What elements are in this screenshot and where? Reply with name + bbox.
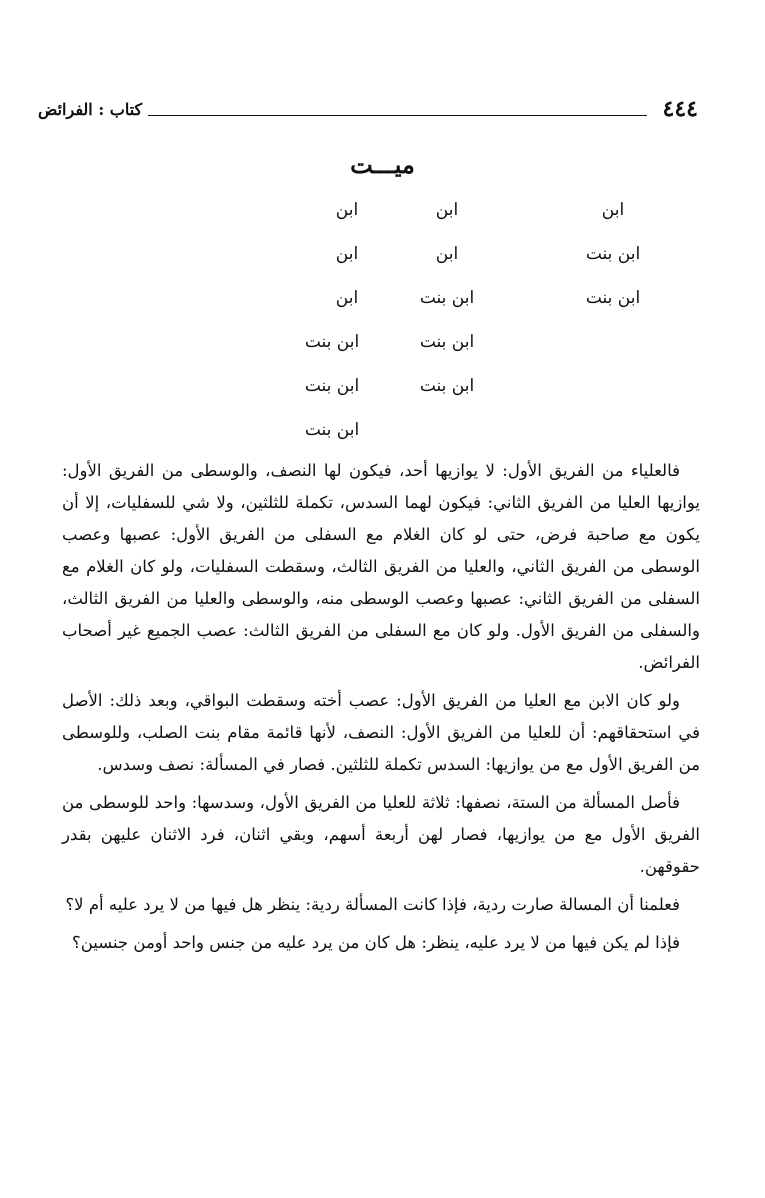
paragraph: فإذا لم يكن فيها من لا يرد عليه، ينظر: هل كان من يرد عليه من جنس واحد أومن جنسين؟ — [71, 933, 680, 952]
running-title: كتاب : الفرائض — [38, 100, 143, 119]
diagram-cell: ابن بنت — [585, 244, 641, 264]
diagram-cell: ابن بنت — [304, 420, 360, 440]
diagram-cell: ابن — [435, 244, 459, 264]
diagram-cell: ابن — [335, 288, 359, 308]
diagram-title: ميـــت — [350, 150, 415, 179]
body-text — [62, 455, 700, 965]
paragraph: فعلمنا أن المسالة صارت ردية، فإذا كانت المسألة ردية: ينظر هل فيها من لا يرد عليه أم لا؟ — [65, 895, 680, 914]
lineage-diagram — [0, 198, 765, 448]
page-number: ٤٤٤ — [662, 96, 698, 122]
paragraph: فالعلياء من الفريق الأول: لا يوازيها أحد، فيكون لها النصف، والوسطى من الفريق الأول: يوازيها العليا من الفريق الثاني: فيكون لهما السدس، تكملة للثلثين، ولا شي للسفليات، إلا أن يكون مع صاحبة فرض، حتى لو كان الغلام مع السفلى من الفريق الأول: عصبها وعصب الوسطى من الفريق الثاني، والعليا من الفريق الثالث، وسقطت السفليات، ولو كان الغلام مع السفلى من الفريق الثاني: عصبها وعصب الوسطى منه، والوسطى والعليا من الفريق الثالث، والسفلى من الفريق الأول. ولو كان مع السفلى من الفريق الثالث: عصب الجميع غير أصحاب الفرائض. — [62, 461, 700, 672]
header-rule — [148, 115, 646, 116]
diagram-cell: ابن — [335, 200, 359, 220]
page-header — [38, 92, 698, 120]
diagram-cell: ابن بنت — [419, 288, 475, 308]
diagram-cell: ابن بنت — [304, 332, 360, 352]
paragraph: فأصل المسألة من الستة، نصفها: ثلاثة للعليا من الفريق الأول، وسدسها: واحد للوسطى من الفريق الأول مع من يوازيها، فصار لهن أربعة أسهم، وبقي اثنان، فرد الاثنان عليهن بقدر حقوقهن. — [62, 793, 700, 876]
diagram-cell: ابن بنت — [419, 332, 475, 352]
diagram-cell: ابن — [335, 244, 359, 264]
diagram-cell: ابن — [601, 200, 625, 220]
diagram-cell: ابن بنت — [304, 376, 360, 396]
diagram-cell: ابن بنت — [419, 376, 475, 396]
paragraph: ولو كان الابن مع العليا من الفريق الأول: عصب أخته وسقطت البواقي، وبعد ذلك: الأصل في استحقاقهم: أن للعليا من الفريق الأول: النصف، لأنها قائمة مقام بنت الصلب، وللوسطى من الفريق الأول مع من يوازيها: السدس تكملة للثلثين. فصار في المسألة: نصف وسدس. — [62, 691, 700, 774]
diagram-cell: ابن — [435, 200, 459, 220]
diagram-cell: ابن بنت — [585, 288, 641, 308]
